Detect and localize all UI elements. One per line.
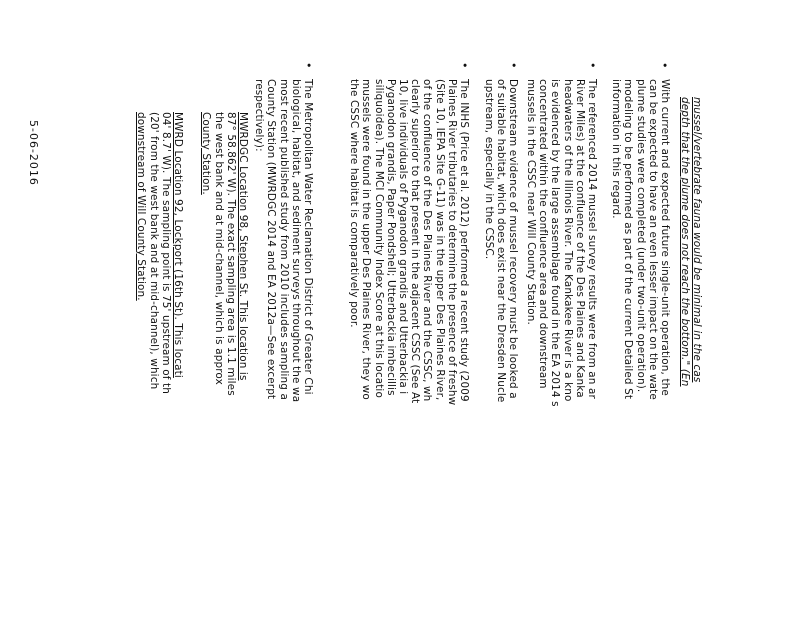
text-line: The referenced 2014 mussel survey results were from an ar xyxy=(586,79,598,399)
text-line: With current and expected future single-unit operation, the xyxy=(659,79,671,396)
text-line: concentrated within the confluence area and downstream xyxy=(537,79,550,389)
text-line: mussels were found in the upper Des Plaines River, they wo xyxy=(360,79,373,400)
text-line: Pyganodon grandis, Paper Pondshell; Utterbackia imbecillis xyxy=(384,79,397,396)
text-line: respectively): xyxy=(253,79,266,152)
text-line: mussel/vertebrate fauna would be minimal in the cas xyxy=(691,97,703,383)
text-line xyxy=(237,112,249,396)
text-line: the CSSC where habitat is comparatively poor. xyxy=(348,79,361,328)
text-line: The Metropolitan Water Reclamation District of Greater Chi xyxy=(302,79,314,395)
quote-block xyxy=(679,97,703,387)
text-line: mussels in the CSSC near Will County Station. xyxy=(525,79,538,325)
text-line: information in this regard. xyxy=(610,79,623,219)
text-line: Downstream evidence of mussel recovery must be looked a xyxy=(507,79,519,399)
location-98-text: MWRDGC Location 98, Stephen St. This location is xyxy=(237,112,249,381)
paragraph-downstream-evidence xyxy=(482,79,519,402)
text-line: 87° 58.862' W). The exact sampling area is 1.1 miles xyxy=(224,112,237,396)
text-line: 10, live individuals of Pyganodon grandis and Utterbackia i xyxy=(397,79,410,395)
text-line: of the confluence of the Des Plaines River and the CSSC, wh xyxy=(421,79,434,402)
bullet-icon: • xyxy=(507,62,520,69)
paragraph-mwrdgc-surveys xyxy=(253,79,314,402)
text-line: Plaines River tributaries to determine the presence of freshw xyxy=(445,79,458,406)
text-line: siliquoidea). The MCI Community Index Score at this locatio xyxy=(372,79,385,398)
text-line: can be expected to have an even lesser impact on the wate xyxy=(646,79,659,400)
paragraph-current-operation xyxy=(610,79,671,400)
text-line: clearly superior to that present in the adjacent CSSC (See At xyxy=(409,79,422,404)
text-line: most recent published study from 2010 includes sampling a xyxy=(277,79,290,400)
text-line: of suitable habitat, which does exist near the Dresden Nucle xyxy=(494,79,507,403)
text-line: (Site 10, IEPA Site G-11) was in the upper Des Plaines River, xyxy=(433,79,446,401)
location-92-text: MWRD Location 92, Lockport (16th St). This locati xyxy=(172,112,184,378)
paragraph-inhs-study xyxy=(348,79,470,405)
text-line: County Station (MWRDGC 2014 and EA 2012a—See excerpt xyxy=(265,79,278,400)
rotated-text-column xyxy=(5,0,705,618)
text-line: headwaters of the Illinois River. The Kankakee River is a kno xyxy=(561,79,574,402)
text-line: the west bank and at mid-channel, which is approx xyxy=(212,112,225,385)
bullet-icon: • xyxy=(658,62,671,69)
text-line: is evidenced by the large assemblage found in the EA 2014 s xyxy=(549,79,562,407)
paragraph-mussel-survey xyxy=(525,79,598,407)
text-line: The INHS (Price et al. 2012) performed a recent study (2009 xyxy=(458,79,470,402)
page-date: 5-06-2016 xyxy=(27,120,40,186)
text-line: County Station. xyxy=(200,112,213,195)
text-line: downstream of Will County Station. xyxy=(135,112,148,301)
text-line: River Miles) at the confluence of the Des Plaines and Kanka xyxy=(573,79,586,398)
text-line: plume studies were completed (under two-unit operation). xyxy=(634,79,647,393)
bullet-icon: • xyxy=(586,62,599,69)
text-line: (20' from the west bank and at mid-channel), which xyxy=(147,112,160,390)
bullet-icon: • xyxy=(458,62,471,69)
location-98-entry xyxy=(200,112,249,396)
text-line: biological, habitat, and sediment surveys throughout the wa xyxy=(289,79,302,403)
text-line: 04' 8.7' W). The sampling point is 75' upstream of th xyxy=(159,112,172,394)
text-line: modeling to be performed as part of the current Detailed St xyxy=(622,79,635,400)
bullet-icon: • xyxy=(302,62,315,69)
text-line: upstream, especially in the CSSC. xyxy=(482,79,495,260)
text-line xyxy=(172,112,184,394)
location-92-entry xyxy=(135,112,184,394)
text-line-underlined: depth that the plume does not reach the bottom." (En xyxy=(678,97,691,387)
text-line xyxy=(679,97,691,387)
